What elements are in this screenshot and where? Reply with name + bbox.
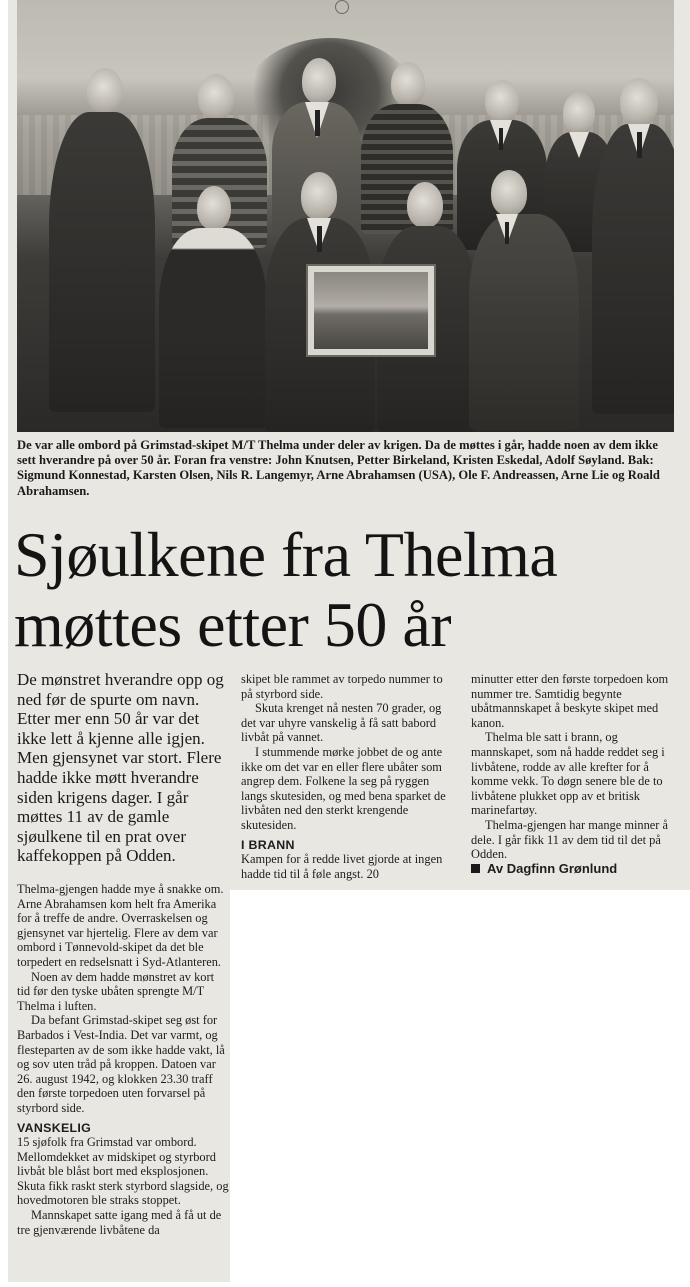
body-paragraph: Kampen for å redde livet gjorde at ingen hadde tid til å føle angst. 20 (241, 852, 443, 881)
byline-text: Av Dagfinn Grønlund (487, 860, 618, 876)
picture-hook (335, 0, 349, 14)
group-photo (17, 0, 674, 432)
person (159, 186, 267, 426)
square-bullet-icon (471, 864, 480, 873)
body-paragraph: minutter etter den første torpedoen kom nummer tre. Samtidig begynte ubåtmannskapet å beskyte skipet med kanon. (471, 672, 669, 730)
headline (14, 520, 684, 660)
body-paragraph: Thelma-gjengen hadde mye å snakke om. Arne Abrahamsen kom helt fra Amerika for å treffe de andre. Overraskelsen og gjensynet var hjertelig. Flere av dem var ombord i Tønnevold-skipet da det ble torpedert en redselsnatt i Syd-Atlanteren. (17, 882, 224, 969)
subheading: I BRANN (241, 837, 295, 852)
body-paragraph: Da befant Grimstad-skipet seg øst for Barbados i Vest-India. Det var varmt, og flesteparten av de som ikke hadde vakt, lå og sov uten tråd på kroppen. Datoen var 26. august 1942, og klokken 23.30 traff den første torpedoen uten forvarsel på styrbord side. (17, 1013, 225, 1115)
article-column-2 (241, 672, 446, 881)
body-paragraph: Thelma-gjengen har mange minner å dele. I går fikk 11 av dem tid til det på Odden. (471, 817, 669, 862)
body-paragraph: Noen av dem hadde mønstret av kort tid før den tyske ubåten sprengte M/T Thelma i luften. (17, 969, 215, 1013)
headline-line-2: møttes etter 50 år (14, 589, 452, 660)
article-column-3 (471, 672, 676, 876)
body-paragraph: I stummende mørke jobbet de og ante ikke om det var en eller flere ubåter som angrep dem. Folkene la seg på ryggen langs skutesiden, og med bena sparket de livbåten ned den sterkt krengende skutesiden. (241, 744, 446, 832)
body-paragraph: 15 sjøfolk fra Grimstad var ombord. Mellomdekket av midskipet og styrbord livbåt ble blåst bort med eksplosjonen. Skuta fikk raskt sterk styrbord slagside, og hovedmotoren ble straks stoppet. (17, 1135, 229, 1208)
person (592, 78, 674, 408)
headline-line-1: Sjøulkene fra Thelma (14, 519, 558, 590)
person (47, 68, 157, 408)
body-paragraph: skipet ble rammet av torpedo nummer to på styrbord side. (241, 672, 443, 701)
byline (471, 862, 676, 877)
photo-caption: De var alle ombord på Grimstad-skipet M/T Thelma under deler av krigen. Da de møttes i går, hadde noen av dem ikke sett hverandre på over 50 år. Foran fra venstre: John Knutsen, Petter Birkeland, Kristen Eskedal, Adolf Søyland. Bak: Sigmund Konnestad, Karsten Olsen, Nils R. Langemyr, Arne Abrahamsen (USA), Ole F. Andreassen, Arne Lie og Roald Abrahamsen. (17, 438, 660, 498)
body-paragraph: Skuta krenget nå nesten 70 grader, og det var uhyre vanskelig å få satt babord livbåt på vannet. (241, 701, 442, 745)
article-column-1 (17, 882, 229, 1237)
lead-paragraph: De mønstret hverandre opp og ned før de spurte om navn. Etter mer enn 50 år var det ikke lett å kjenne alle igjen. Men gjensynet var stort. Flere hadde ikke møtt hverandre siden krigens dager. I går møttes 11 av de gamle sjøulkene til en prat over kaffekoppen på Odden. (17, 670, 224, 866)
subheading: VANSKELIG (17, 1120, 92, 1135)
body-paragraph: Thelma ble satt i brann, og mannskapet, som nå hadde reddet seg i livbåtene, rodde av alle krefter for å komme vekk. To døgn senere ble de to livbåtene plukket opp av et britisk marinefartøy. (471, 730, 665, 818)
body-paragraph: Mannskapet satte igang med å få ut de tre gjenværende livbåtene da (17, 1208, 222, 1237)
person (469, 170, 579, 430)
seascape-painting (306, 264, 436, 357)
